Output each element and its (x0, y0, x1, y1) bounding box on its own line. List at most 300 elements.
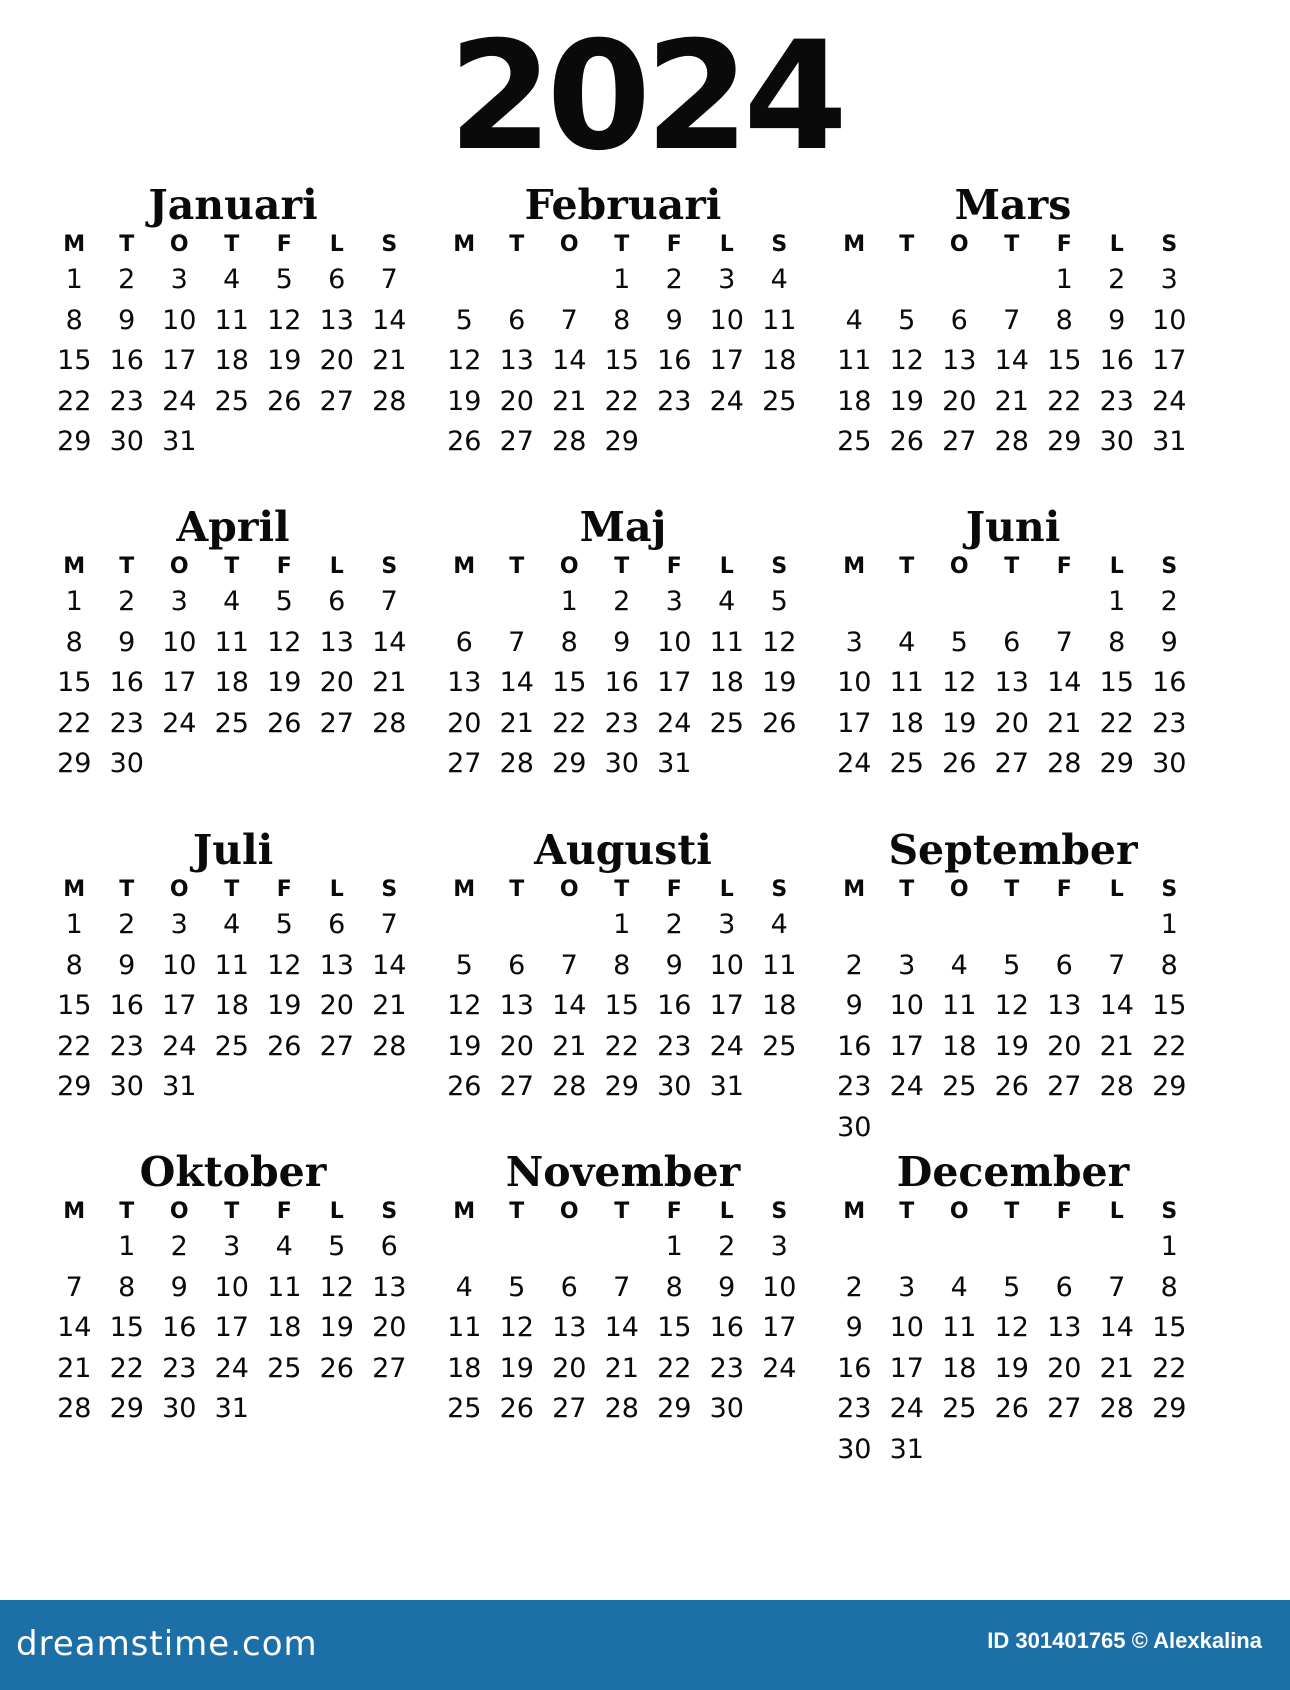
day-cell: 12 (267, 304, 302, 336)
day-cell: 9 (665, 304, 683, 336)
day-cell: 5 (950, 626, 968, 658)
day-cell: 10 (214, 1271, 249, 1303)
day-cell (1091, 905, 1144, 946)
week-row (438, 946, 808, 987)
day-cell: 16 (1152, 667, 1187, 698)
day-cell: 23 (709, 1352, 744, 1384)
day-cell (311, 1389, 364, 1430)
day-cell: 13 (552, 1312, 587, 1343)
week-row (828, 1027, 1198, 1068)
weekday-header: T (119, 1199, 135, 1224)
weekday-header: L (329, 1199, 344, 1224)
day-cell: 2 (118, 586, 136, 617)
day-cell: 6 (508, 304, 526, 336)
day-cell: 21 (499, 707, 534, 739)
day-cell: 19 (994, 1352, 1029, 1384)
day-cell: 15 (657, 1312, 692, 1343)
day-cell: 29 (552, 748, 587, 779)
day-cell: 19 (762, 667, 797, 698)
day-cell (311, 1067, 364, 1108)
day-cell: 19 (499, 1352, 534, 1384)
day-cell (881, 905, 934, 946)
day-cell: 24 (837, 748, 872, 779)
weekday-header: O (949, 554, 969, 579)
weekday-header: T (1004, 554, 1020, 579)
weekday-header: O (949, 1199, 969, 1224)
day-cell: 13 (319, 949, 354, 981)
week-row (828, 422, 1198, 463)
day-cell (986, 1108, 1039, 1149)
day-cell: 28 (372, 707, 407, 739)
month-block-mars (828, 180, 1198, 463)
day-cell: 7 (1003, 304, 1021, 336)
week-row (438, 1268, 808, 1309)
weekday-header: T (224, 877, 240, 902)
day-cell: 1 (1160, 1231, 1178, 1262)
day-cell: 30 (162, 1393, 197, 1424)
day-cell: 13 (447, 667, 482, 698)
day-cell: 25 (214, 707, 249, 739)
week-row (828, 1268, 1198, 1309)
day-cell: 28 (994, 426, 1029, 457)
day-cell: 3 (845, 626, 863, 658)
day-cell: 9 (1108, 304, 1126, 336)
day-cell: 4 (845, 304, 863, 336)
day-cell: 29 (657, 1393, 692, 1424)
day-cell: 16 (109, 667, 144, 698)
weekday-header: F (276, 232, 292, 257)
day-cell (881, 260, 934, 301)
day-cell: 15 (552, 667, 587, 698)
day-cell: 3 (898, 949, 916, 981)
weekday-header: O (559, 1199, 579, 1224)
day-cell: 14 (552, 990, 587, 1021)
footer-bar (0, 1600, 1290, 1690)
day-cell: 14 (372, 949, 407, 981)
week-row (48, 422, 418, 463)
weekday-header-row (48, 552, 418, 582)
day-cell: 8 (613, 949, 631, 981)
day-cell (933, 1108, 986, 1149)
day-cell: 10 (709, 949, 744, 981)
week-row (48, 260, 418, 301)
day-cell: 29 (1152, 1071, 1187, 1102)
weekday-header: T (899, 877, 915, 902)
day-cell: 21 (1099, 1352, 1134, 1384)
day-cell (153, 744, 206, 785)
weekday-header: M (843, 877, 866, 902)
week-row (828, 905, 1198, 946)
day-cell: 16 (657, 990, 692, 1021)
day-cell (363, 1389, 416, 1430)
day-cell: 16 (604, 667, 639, 698)
day-cell: 6 (1055, 949, 1073, 981)
day-cell: 18 (762, 990, 797, 1021)
week-row (48, 1067, 418, 1108)
weekday-header: L (719, 554, 734, 579)
day-cell: 16 (837, 1352, 872, 1384)
week-row (438, 260, 808, 301)
month-name: Juni (965, 503, 1061, 551)
day-cell: 1 (665, 1231, 683, 1262)
day-cell (258, 1389, 311, 1430)
day-cell: 27 (499, 426, 534, 457)
day-cell: 6 (950, 304, 968, 336)
weekday-header: T (509, 1199, 525, 1224)
day-cell: 16 (162, 1312, 197, 1343)
day-cell: 15 (1152, 1312, 1187, 1343)
day-cell: 17 (657, 667, 692, 698)
week-row (48, 704, 418, 745)
day-cell: 14 (1099, 1312, 1134, 1343)
day-cell: 22 (1152, 1352, 1187, 1384)
weekday-header: T (1004, 877, 1020, 902)
day-cell (986, 582, 1039, 623)
day-cell: 4 (770, 264, 788, 295)
day-cell: 9 (118, 949, 136, 981)
day-cell (1038, 1430, 1091, 1471)
weekday-header: M (843, 1199, 866, 1224)
day-cell: 7 (65, 1271, 83, 1303)
day-cell: 27 (1047, 1393, 1082, 1424)
day-cell: 31 (709, 1071, 744, 1102)
day-cell: 29 (604, 426, 639, 457)
week-row (828, 260, 1198, 301)
week-row (438, 1349, 808, 1390)
weekday-header: M (843, 232, 866, 257)
weekday-header: T (224, 1199, 240, 1224)
day-cell: 31 (162, 426, 197, 457)
week-row (48, 623, 418, 664)
weekday-header: T (224, 554, 240, 579)
weekday-header: M (63, 232, 86, 257)
day-cell: 29 (57, 426, 92, 457)
day-cell: 7 (560, 304, 578, 336)
weekday-header: T (614, 232, 630, 257)
month-name: April (176, 503, 290, 551)
day-cell: 10 (162, 304, 197, 336)
day-cell: 24 (762, 1352, 797, 1384)
day-cell: 5 (275, 586, 293, 617)
day-cell: 26 (762, 707, 797, 739)
week-row (828, 704, 1198, 745)
day-cell: 4 (455, 1271, 473, 1303)
day-cell: 12 (447, 345, 482, 376)
week-row (438, 986, 808, 1027)
weekday-header-row (48, 1197, 418, 1227)
week-row (828, 1389, 1198, 1430)
weekday-header: O (559, 232, 579, 257)
weekday-header: S (381, 232, 398, 257)
day-cell: 12 (942, 667, 977, 698)
day-cell: 21 (372, 667, 407, 698)
day-cell: 22 (109, 1352, 144, 1384)
day-cell: 4 (223, 909, 241, 940)
day-cell: 30 (1099, 426, 1134, 457)
day-cell: 31 (162, 1071, 197, 1102)
day-cell: 30 (837, 1111, 872, 1143)
day-cell: 6 (1055, 1271, 1073, 1303)
day-cell: 20 (319, 345, 354, 376)
day-cell: 25 (447, 1393, 482, 1424)
weekday-header: S (381, 1199, 398, 1224)
day-cell: 10 (889, 990, 924, 1021)
week-row (438, 905, 808, 946)
footer-brand: dreamstime.com (16, 1624, 318, 1664)
weekday-header: L (1109, 232, 1124, 257)
week-row (438, 1227, 808, 1268)
week-row (48, 905, 418, 946)
day-cell: 23 (657, 1030, 692, 1062)
weekday-header: T (1004, 232, 1020, 257)
day-cell: 20 (447, 707, 482, 739)
day-cell: 22 (1099, 707, 1134, 739)
day-cell: 27 (1047, 1071, 1082, 1102)
day-cell (753, 744, 806, 785)
day-cell: 13 (942, 345, 977, 376)
day-cell (543, 260, 596, 301)
weekday-header: L (1109, 1199, 1124, 1224)
day-cell: 28 (372, 385, 407, 417)
day-cell: 28 (1099, 1071, 1134, 1102)
day-cell: 5 (1003, 949, 1021, 981)
day-cell: 22 (1047, 385, 1082, 417)
day-cell: 8 (665, 1271, 683, 1303)
day-cell: 25 (942, 1071, 977, 1102)
day-cell: 24 (162, 385, 197, 417)
week-row (438, 1389, 808, 1430)
day-cell: 27 (499, 1071, 534, 1102)
week-row (48, 663, 418, 704)
day-cell: 30 (1152, 748, 1187, 779)
day-cell: 13 (499, 990, 534, 1021)
day-cell (828, 905, 881, 946)
week-row (828, 744, 1198, 785)
weekday-header: S (1161, 554, 1178, 579)
week-row (438, 663, 808, 704)
day-cell (828, 260, 881, 301)
day-cell: 15 (57, 990, 92, 1021)
day-cell: 25 (762, 385, 797, 417)
day-cell: 2 (118, 264, 136, 295)
weekday-header-row (438, 1197, 808, 1227)
week-row (828, 582, 1198, 623)
day-cell: 18 (267, 1312, 302, 1343)
month-block-september (828, 825, 1198, 1148)
weekday-header: T (899, 232, 915, 257)
day-cell: 18 (709, 667, 744, 698)
day-cell: 22 (552, 707, 587, 739)
weekday-header: T (119, 877, 135, 902)
day-cell: 11 (267, 1271, 302, 1303)
day-cell: 15 (57, 345, 92, 376)
weekday-header: F (666, 554, 682, 579)
day-cell: 17 (162, 667, 197, 698)
weekday-header: M (453, 554, 476, 579)
day-cell (206, 1067, 259, 1108)
day-cell: 17 (889, 1352, 924, 1384)
year-title: 2024 (448, 10, 842, 184)
week-row (48, 341, 418, 382)
day-cell: 29 (57, 1071, 92, 1102)
day-cell: 26 (889, 426, 924, 457)
month-name: Januari (148, 181, 318, 229)
weekday-header: T (509, 877, 525, 902)
day-cell: 3 (1160, 264, 1178, 295)
month-block-april (48, 502, 418, 785)
day-cell (596, 1227, 649, 1268)
week-row (438, 1027, 808, 1068)
weekday-header-row (48, 875, 418, 905)
day-cell: 24 (709, 385, 744, 417)
weekday-header: O (949, 232, 969, 257)
day-cell: 12 (267, 949, 302, 981)
day-cell: 23 (1152, 707, 1187, 739)
day-cell: 23 (1099, 385, 1134, 417)
day-cell: 10 (162, 626, 197, 658)
day-cell: 22 (604, 1030, 639, 1062)
day-cell (933, 1227, 986, 1268)
month-block-december (828, 1147, 1198, 1470)
day-cell: 17 (709, 990, 744, 1021)
day-cell (258, 744, 311, 785)
week-row (48, 582, 418, 623)
day-cell: 27 (319, 385, 354, 417)
day-cell: 4 (275, 1231, 293, 1262)
weekday-header: M (843, 554, 866, 579)
day-cell: 17 (214, 1312, 249, 1343)
day-cell: 13 (372, 1271, 407, 1303)
day-cell: 15 (1152, 990, 1187, 1021)
day-cell: 15 (1099, 667, 1134, 698)
day-cell: 21 (994, 385, 1029, 417)
day-cell: 17 (709, 345, 744, 376)
day-cell (543, 1227, 596, 1268)
month-name: September (888, 826, 1138, 874)
day-cell: 18 (942, 1030, 977, 1062)
day-cell: 29 (57, 748, 92, 779)
day-cell: 28 (499, 748, 534, 779)
month-block-juni (828, 502, 1198, 785)
day-cell: 3 (665, 586, 683, 617)
month-name: November (505, 1148, 741, 1196)
day-cell: 12 (267, 626, 302, 658)
weekday-header: S (381, 554, 398, 579)
day-cell: 13 (1047, 990, 1082, 1021)
week-row (48, 986, 418, 1027)
day-cell: 26 (267, 1030, 302, 1062)
day-cell: 7 (1055, 626, 1073, 658)
day-cell (1091, 1108, 1144, 1149)
day-cell: 9 (118, 304, 136, 336)
day-cell: 24 (657, 707, 692, 739)
weekday-header: M (63, 877, 86, 902)
week-row (828, 986, 1198, 1027)
day-cell (986, 1227, 1039, 1268)
day-cell (363, 744, 416, 785)
month-block-maj (438, 502, 808, 785)
day-cell: 25 (837, 426, 872, 457)
day-cell: 21 (552, 1030, 587, 1062)
day-cell: 18 (214, 990, 249, 1021)
day-cell: 3 (770, 1231, 788, 1262)
day-cell: 2 (845, 949, 863, 981)
day-cell: 26 (994, 1393, 1029, 1424)
day-cell: 27 (372, 1352, 407, 1384)
day-cell (363, 422, 416, 463)
weekday-header: S (771, 554, 788, 579)
day-cell: 2 (118, 909, 136, 940)
day-cell: 31 (1152, 426, 1187, 457)
day-cell: 1 (1108, 586, 1126, 617)
day-cell (491, 1227, 544, 1268)
week-row (828, 382, 1198, 423)
day-cell: 13 (319, 626, 354, 658)
day-cell: 22 (1152, 1030, 1187, 1062)
day-cell: 23 (109, 707, 144, 739)
week-row (48, 744, 418, 785)
day-cell: 8 (560, 626, 578, 658)
footer-credit: ID 301401765 © Alexkalina (987, 1628, 1262, 1653)
day-cell: 22 (604, 385, 639, 417)
day-cell: 17 (162, 345, 197, 376)
day-cell: 1 (613, 909, 631, 940)
day-cell (881, 1227, 934, 1268)
week-row (828, 1067, 1198, 1108)
day-cell: 19 (267, 667, 302, 698)
week-row (48, 1027, 418, 1068)
day-cell: 12 (994, 990, 1029, 1021)
month-name: December (896, 1148, 1130, 1196)
day-cell: 24 (889, 1071, 924, 1102)
day-cell (1143, 1108, 1196, 1149)
week-row (48, 1389, 418, 1430)
weekday-header: T (119, 232, 135, 257)
weekday-header-row (828, 875, 1198, 905)
day-cell: 9 (1160, 626, 1178, 658)
weekday-header: M (63, 554, 86, 579)
month-block-oktober (48, 1147, 418, 1430)
day-cell: 7 (380, 586, 398, 617)
day-cell: 20 (499, 1030, 534, 1062)
day-cell (648, 422, 701, 463)
day-cell: 22 (657, 1352, 692, 1384)
day-cell: 14 (552, 345, 587, 376)
month-name: Mars (954, 181, 1072, 229)
day-cell: 5 (898, 304, 916, 336)
day-cell: 1 (560, 586, 578, 617)
weekday-header: O (169, 1199, 189, 1224)
day-cell: 26 (447, 426, 482, 457)
day-cell: 29 (1099, 748, 1134, 779)
day-cell: 19 (447, 385, 482, 417)
day-cell: 30 (109, 426, 144, 457)
day-cell: 5 (275, 909, 293, 940)
day-cell: 20 (499, 385, 534, 417)
day-cell: 12 (889, 345, 924, 376)
day-cell: 6 (328, 586, 346, 617)
day-cell: 24 (162, 1030, 197, 1062)
day-cell: 9 (613, 626, 631, 658)
day-cell: 8 (65, 626, 83, 658)
day-cell: 18 (889, 707, 924, 739)
weekday-header-row (438, 230, 808, 260)
day-cell: 12 (994, 1312, 1029, 1343)
day-cell: 7 (380, 909, 398, 940)
day-cell: 10 (709, 304, 744, 336)
week-row (438, 704, 808, 745)
day-cell: 8 (1160, 1271, 1178, 1303)
